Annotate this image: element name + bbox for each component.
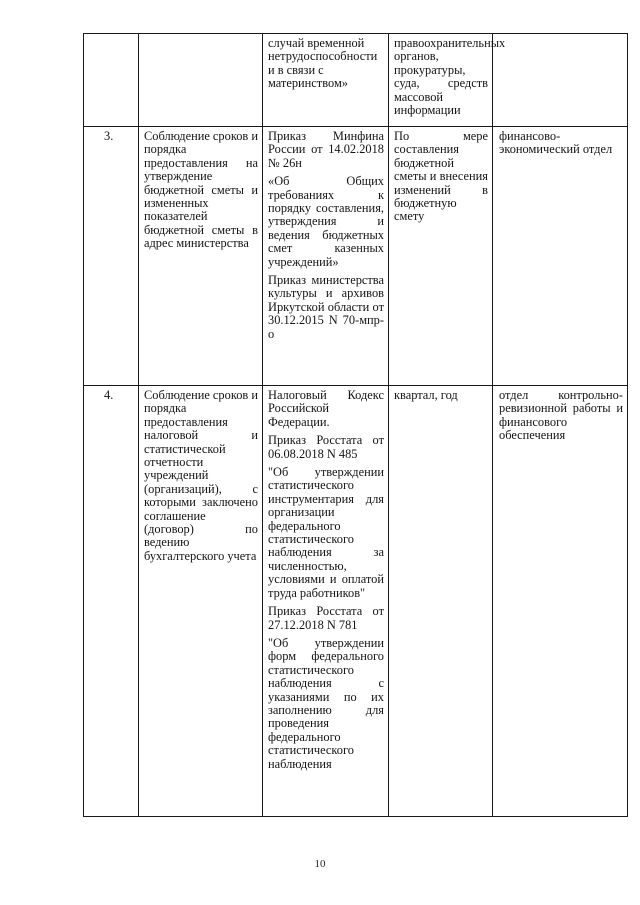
page-number: 10 xyxy=(314,858,326,870)
frequency-cell: правоохранительных органов, прокуратуры, суда, средств массовой информации xyxy=(389,34,493,127)
document-reference: Налоговый Кодекс Российской Федерации. xyxy=(268,388,384,429)
frequency-cell: По мере составления бюджетной сметы и внесения изменений в бюджетную смету xyxy=(389,127,493,386)
table-row xyxy=(84,34,628,127)
normative-documents-cell xyxy=(263,386,389,817)
control-measures-table xyxy=(83,33,628,817)
normative-documents-cell xyxy=(263,127,389,386)
responsible-cell: отдел контрольно-ревизионной работы и финансового обеспечения xyxy=(493,386,628,817)
document-reference: «Об Общих требованиях к порядку составления, утверждения и ведения бюджетных смет казенных учреждений» xyxy=(268,174,384,269)
row-number-cell xyxy=(84,34,139,127)
responsible-cell xyxy=(493,34,628,127)
document-reference: Приказ Росстата от 06.08.2018 N 485 xyxy=(268,433,384,461)
row-number-cell: 3. xyxy=(84,127,139,386)
document-reference: Приказ Росстата от 27.12.2018 N 781 xyxy=(268,604,384,632)
row-number-cell: 4. xyxy=(84,386,139,817)
normative-documents-cell xyxy=(263,34,389,127)
control-event-cell xyxy=(139,34,263,127)
document-reference: Приказ Минфина России от 14.02.2018 № 26н xyxy=(268,129,384,170)
document-reference: "Об утверждении статистического инструментария для организации федерального статистического наблюдения за численностью, условиями и оплатой труда работников" xyxy=(268,465,384,600)
control-event-cell: Соблюдение сроков и порядка предоставления на утверждение бюджетной сметы и измененных показателей бюджетной сметы в адрес министерства xyxy=(139,127,263,386)
frequency-cell: квартал, год xyxy=(389,386,493,817)
table-row xyxy=(84,386,628,817)
document-reference: Приказ министерства культуры и архивов Иркутской области от 30.12.2015 N 70-мпр-о xyxy=(268,273,384,341)
table-row xyxy=(84,127,628,386)
document-reference: "Об утверждении форм федерального статистического наблюдения с указаниями по их заполнению для проведения федерального статистического наблюдения xyxy=(268,635,384,771)
document-reference: случай временной нетрудоспособности и в связи с материнством» xyxy=(268,36,378,91)
control-event-cell: Соблюдение сроков и порядка предоставления налоговой и статистической отчетности учреждений (организаций), с которыми заключено соглашение (договор) по ведению бухгалтерского учета xyxy=(139,386,263,817)
responsible-cell: финансово-экономический отдел xyxy=(493,127,628,386)
